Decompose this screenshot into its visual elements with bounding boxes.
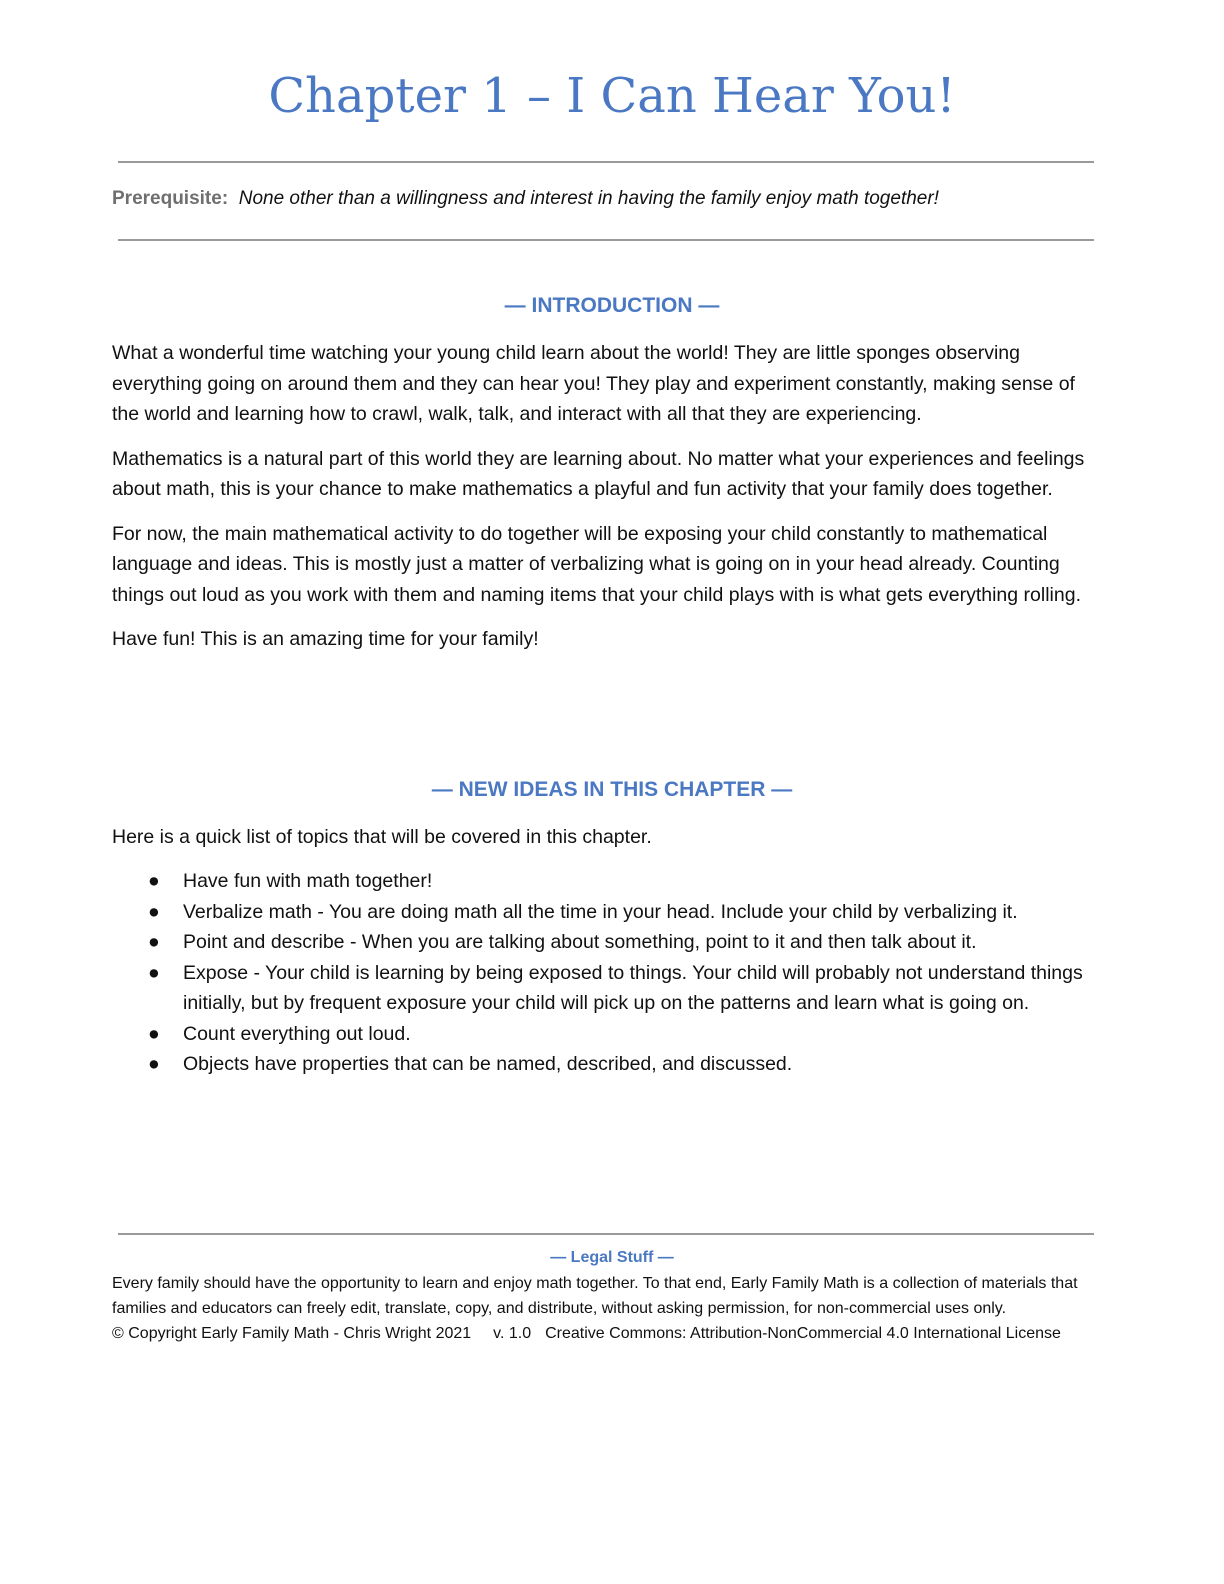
list-item: ● Count everything out loud. — [112, 1019, 1102, 1050]
intro-paragraph: For now, the main mathematical activity to do together will be exposing your child constantly to mathematical language and ideas. This is mostly just a matter of verbalizing what is going on in your head already. Counting things out loud as you work with them and naming items that your child plays with is what gets everything rolling. — [112, 522, 1081, 606]
legal-text — [112, 1271, 1112, 1346]
bullet-icon: ● — [148, 900, 160, 923]
new-ideas-intro-text: Here is a quick list of topics that will be covered in this chapter. — [112, 826, 652, 848]
list-item: ● Have fun with math together! — [112, 866, 1102, 897]
version: v. 1.0 — [493, 1325, 532, 1342]
prerequisite — [112, 186, 1112, 212]
introduction-body — [112, 338, 1102, 669]
bullet-icon: ● — [148, 931, 160, 953]
new-ideas-heading: — NEW IDEAS IN THIS CHAPTER — — [431, 778, 793, 801]
introduction-heading: — INTRODUCTION — — [504, 294, 720, 317]
copyright: © Copyright Early Family Math - Chris Wright 2021 — [112, 1325, 472, 1342]
list-item: ● Point and describe - When you are talking about something, point to it and then talk about it. — [112, 927, 1102, 958]
intro-paragraph: Mathematics is a natural part of this world they are learning about. No matter what your experiences and feelings about math, this is your chance to make mathematics a playful and fun activity that your family does together. — [112, 447, 1085, 500]
new-ideas-intro — [112, 822, 1102, 867]
bullet-icon: ● — [148, 961, 160, 984]
bullet-icon: ● — [148, 1053, 160, 1075]
legal-heading: — Legal Stuff — — [550, 1249, 674, 1266]
top-divider — [118, 161, 1094, 163]
prerequisite-label: Prerequisite: — [112, 188, 229, 209]
bullet-icon: ● — [148, 870, 160, 892]
prerequisite-text: None other than a willingness and interest in having the family enjoy math together! — [238, 188, 939, 209]
list-item: ● Expose - Your child is learning by being exposed to things. Your child will probably not understand things initially, but by frequent exposure your child will pick up on the patterns and learn what is going on. — [112, 958, 1102, 1019]
list-item: ● Verbalize math - You are doing math all the time in your head. Include your child by verbalizing it. — [112, 897, 1102, 928]
chapter-title: Chapter 1 – I Can Hear You! — [268, 68, 956, 124]
intro-paragraph: What a wonderful time watching your young child learn about the world! They are little sponges observing everything going on around them and they can hear you! They play and experiment constantly, making sense of the world and learning how to crawl, walk, talk, and interact with all that they are experiencing. — [112, 342, 1075, 425]
legal-body: Every family should have the opportunity to learn and enjoy math together. To that end, Early Family Math is a collection of materials that families and educators can freely edit, translate, copy, and distribute, without asking permission, for non-commercial uses only. — [112, 1275, 1078, 1317]
intro-paragraph: Have fun! This is an amazing time for your family! — [112, 628, 539, 650]
topics-list — [112, 866, 1102, 1080]
bullet-icon: ● — [148, 1022, 160, 1045]
prerequisite-divider — [118, 239, 1094, 241]
license: Creative Commons: Attribution-NonCommercial 4.0 International License — [545, 1325, 1061, 1342]
list-item: ● Objects have properties that can be named, described, and discussed. — [112, 1049, 1102, 1080]
footer-divider — [118, 1233, 1094, 1235]
